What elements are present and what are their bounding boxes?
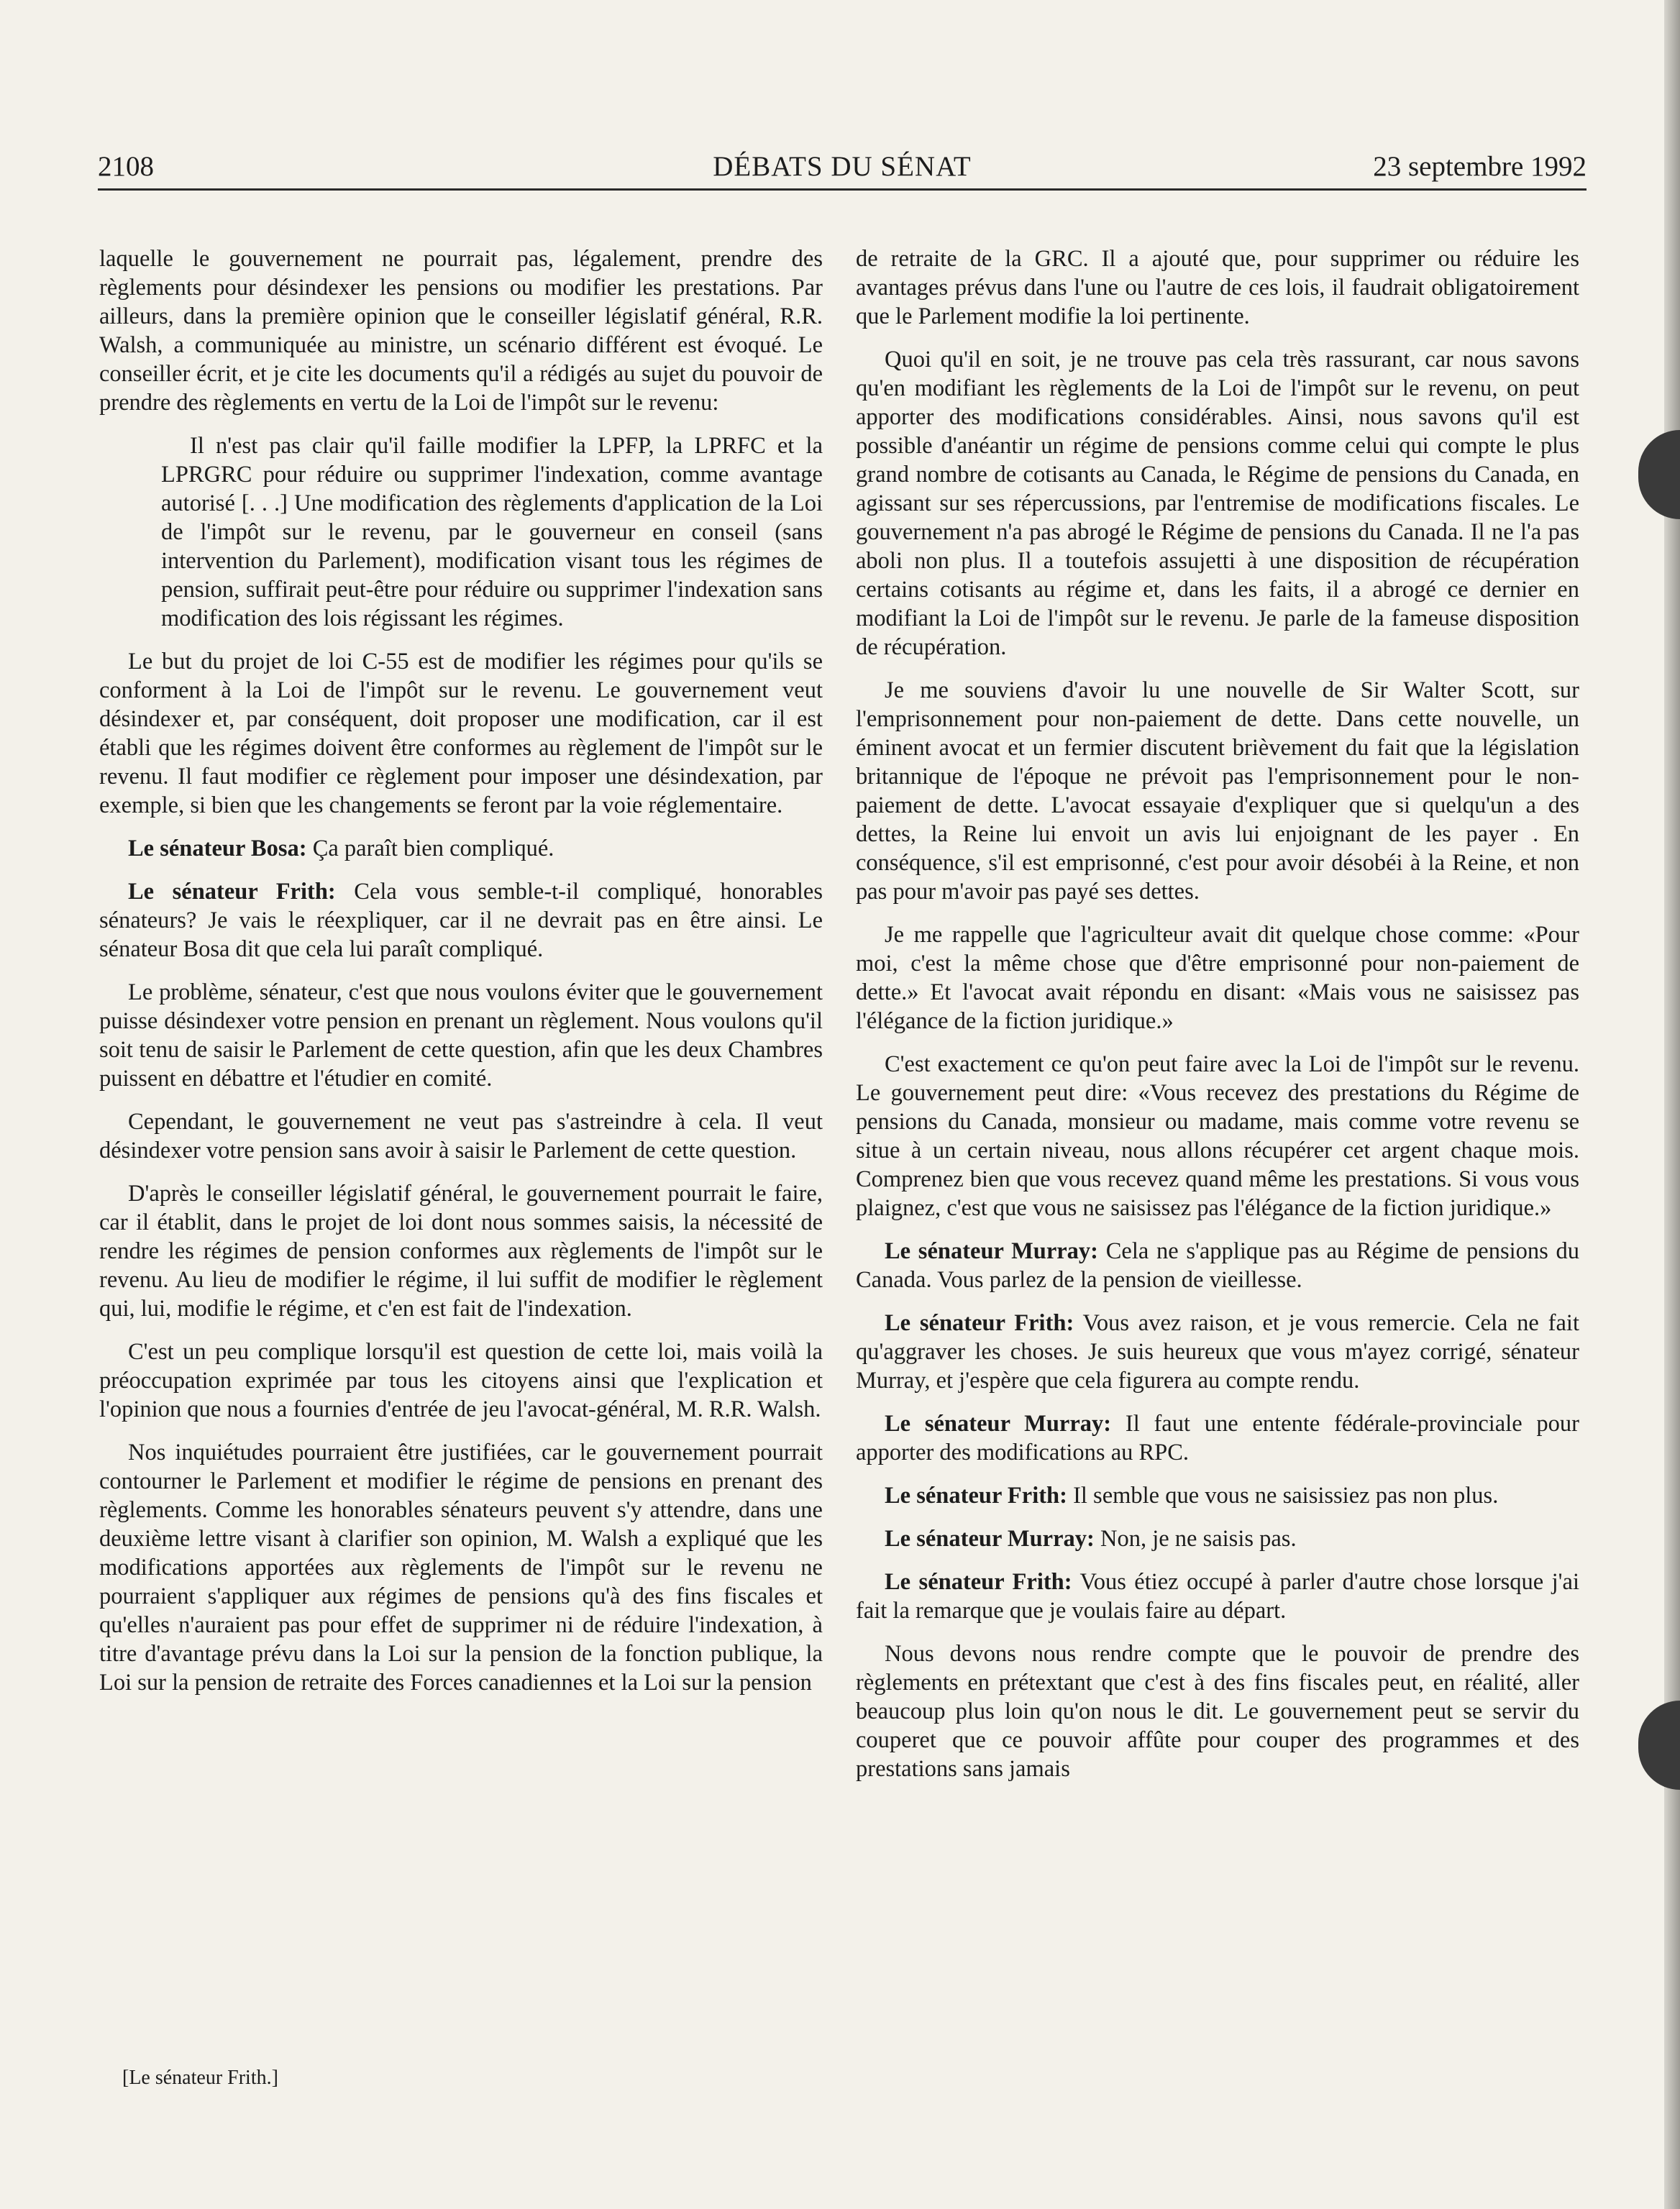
speaker-name: Le sénateur Bosa: (128, 836, 307, 861)
paragraph: Nos inquiétudes pourraient être justifiées, car le gouvernement pourrait contourner le Parlement et modifier le régime de pensions en prenant des règlements. Comme les honorables sénateurs peuvent s'y attendre, dans une deuxième lettre visant à clarifier son opinion, M. Walsh a expliqué que les modifications apportées aux règlements de l'impôt sur le revenu ne pourraient s'appliquer aux régimes de pensions qu'à des fins fiscales et qu'elles n'auraient pas pour effet de supprimer ni de réduire l'indexation, à titre d'avantage prévu dans la Loi sur la pension de la fonction publique, la Loi sur la pension de retraite des Forces canadiennes et la Loi sur la pension (99, 1440, 823, 1696)
paragraph: Le but du projet de loi C-55 est de modifier les régimes pour qu'ils se conforment à la Loi de l'impôt sur le revenu. Le gouvernement veut désindexer et, par conséquent, doit proposer une modification, car il est établi que les régimes doivent être conformes au règlement de l'impôt sur le revenu. Il faut modifier ce règlement pour imposer une désindexation, par exemple, si bien que les changements se feront par la voie réglementaire. (99, 649, 823, 818)
block-quote: Il n'est pas clair qu'il faille modifier la LPFP, la LPRFC et la LPRGRC pour réduire ou supprimer l'indexation, comme avantage autorisé [. . .] Une modification des règlements d'application de la Loi de l'impôt sur le revenu, par le gouverneur en conseil (sans intervention du Parlement), modification visant tous les régimes de pension, suffirait peut-être pour réduire ou supprimer l'indexation sans modification des lois régissant les régimes. (161, 433, 823, 631)
paragraph: Le problème, sénateur, c'est que nous voulons éviter que le gouvernement puisse désindexer votre pension en prenant un règlement. Nous voulons qu'il soit tenu de saisir le Parlement de cette question, afin que les deux Chambres puissent en débattre et l'étudier en comité. (99, 979, 823, 1092)
speaker-name: Le sénateur Frith: (885, 1569, 1072, 1595)
running-header (98, 151, 1587, 191)
paragraph: Cependant, le gouvernement ne veut pas s'astreindre à cela. Il veut désindexer votre pension sans avoir à saisir le Parlement de cette question. (99, 1109, 823, 1163)
right-column (856, 244, 1579, 1798)
paragraph: de retraite de la GRC. Il a ajouté que, pour supprimer ou réduire les avantages prévus dans l'une ou l'autre de ces lois, il faudrait obligatoirement que le Parlement modifie la loi pertinente. (856, 246, 1579, 329)
speech-paragraph: Le sénateur Frith: Vous avez raison, et je vous remercie. Cela ne fait qu'aggraver les choses. Je suis heureux que vous m'ayez corrigé, sénateur Murray, et j'espère que cela figurera au compte rendu. (856, 1310, 1579, 1394)
speaker-name: Le sénateur Frith: (128, 879, 336, 905)
speaker-name: Le sénateur Frith: (885, 1483, 1067, 1509)
speech-paragraph: Le sénateur Murray: Il faut une entente fédérale-provinciale pour apporter des modifications au RPC. (856, 1411, 1580, 1465)
speaker-attribution: [Le sénateur Frith.] (122, 2067, 278, 2089)
paragraph: Quoi qu'il en soit, je ne trouve pas cela très rassurant, car nous savons qu'en modifiant les règlements de la Loi de l'impôt sur le revenu, on peut apporter des modifications considérables. Ainsi, nous savons qu'il est possible d'anéantir un régime de pensions comme celui qui compte le plus grand nombre de cotisants au Canada, le Régime de pensions du Canada, en agissant sur ses répercussions, par l'entremise de modifications fiscales. Le gouvernement n'a pas abrogé le Régime de pensions du Canada. Il ne l'a pas aboli non plus. Il a toutefois assujetti à une disposition de récupération certains cotisants au régime et, dans les faits, il a abrogé ce dernier en modifiant la Loi de l'impôt sur le revenu. Je parle de la fameuse disposition de récupération. (856, 347, 1579, 660)
speech-paragraph: Le sénateur Murray: Cela ne s'applique pas au Régime de pensions du Canada. Vous parlez de la pension de vieillesse. (856, 1238, 1580, 1293)
speaker-name: Le sénateur Murray: (885, 1411, 1112, 1437)
speaker-name: Le sénateur Frith: (885, 1310, 1074, 1336)
speech-paragraph: Le sénateur Frith: Cela vous semble-t-il compliqué, honorables sénateurs? Je vais le réexpliquer, car il ne devrait pas en être ainsi. Le sénateur Bosa dit que cela lui paraît compliqué. (99, 879, 823, 962)
speech-paragraph: Le sénateur Frith: Vous étiez occupé à parler d'autre chose lorsque j'ai fait la remarque que je voulais faire au départ. (856, 1569, 1579, 1624)
page-number: 2108 (98, 151, 154, 182)
paragraph: C'est un peu complique lorsqu'il est question de cette loi, mais voilà la préoccupation exprimée par tous les citoyens ainsi que l'explication et l'opinion que nous a fournies d'entrée de jeu l'avocat-général, M. R.R. Walsh. (99, 1339, 823, 1422)
speaker-name: Le sénateur Murray: (885, 1526, 1095, 1552)
paragraph: Je me rappelle que l'agriculteur avait dit quelque chose comme: «Pour moi, c'est la même chose que d'être emprisonné pour non-paiement de dette.» Et l'avocat avait répondu en disant: «Mais vous ne saisissez pas l'élégance de la fiction juridique.» (856, 922, 1579, 1034)
paragraph: laquelle le gouvernement ne pourrait pas, légalement, prendre des règlements pour désindexer les pensions ou modifier les prestations. Par ailleurs, dans la première opinion que le conseiller législatif général, R.R. Walsh, a communiquée au ministre, un scénario différent est évoqué. Le conseiller écrit, et je cite les documents qu'il a rédigés au sujet du pouvoir de prendre des règlements en vertu de la Loi de l'impôt sur le revenu: (99, 246, 823, 416)
punch-hole-bottom (1638, 1701, 1680, 1790)
speaker-name: Le sénateur Murray: (885, 1238, 1098, 1264)
paragraph: Nous devons nous rendre compte que le pouvoir de prendre des règlements en prétextant que c'est à des fins fiscales peut, en réalité, aller beaucoup plus loin qu'on nous le dit. Le gouvernement peut se servir du couperet que ce pouvoir affûte pour couper des programmes et des prestations sans jamais (856, 1641, 1579, 1782)
speech-paragraph: Le sénateur Bosa: Ça paraît bien compliqué. (128, 836, 554, 861)
publication-title: DÉBATS DU SÉNAT (713, 151, 972, 182)
paragraph: C'est exactement ce qu'on peut faire avec la Loi de l'impôt sur le revenu. Le gouvernement peut dire: «Vous recevez des prestations du Régime de pensions du Canada, monsieur ou madame, mais comme votre revenu se situe à un certain niveau, nous allons récupérer cet argent chaque mois. Comprenez bien que vous recevez quand même les prestations. Si vous vous plaignez, c'est que vous ne saisissez pas l'élégance de la fiction juridique.» (856, 1051, 1579, 1221)
speech-paragraph: Le sénateur Murray: Non, je ne saisis pas. (885, 1526, 1297, 1552)
left-column (99, 244, 823, 1711)
paragraph: D'après le conseiller législatif général, le gouvernement pourrait le faire, car il établit, dans le projet de loi dont nous sommes saisis, la nécessité de rendre les régimes de pension conformes aux règlements de l'impôt sur le revenu. Au lieu de modifier le régime, il lui suffit de modifier le règlement qui, lui, modifie le régime, et c'en est fait de l'indexation. (99, 1181, 823, 1322)
publication-date: 23 septembre 1992 (1373, 151, 1587, 182)
punch-hole-top (1638, 430, 1680, 519)
speech-paragraph: Le sénateur Frith: Il semble que vous ne saisissiez pas non plus. (885, 1483, 1499, 1509)
page-edge (1664, 0, 1680, 2209)
paragraph: Je me souviens d'avoir lu une nouvelle de Sir Walter Scott, sur l'emprisonnement pour non-paiement de dette. Dans cette nouvelle, un éminent avocat et un fermier discutent brièvement du fait que la législation britannique de l'époque ne prévoit pas l'emprisonnement pour le non-paiement de dette. L'avocat essayaie d'expliquer que si quelqu'un a des dettes, la Reine lui envoit un avis lui enjoignant de les payer . En conséquence, s'il est emprisonné, c'est pour avoir désobéi à la Reine, et non pas pour m'avoir pas payé ses dettes. (856, 677, 1579, 905)
